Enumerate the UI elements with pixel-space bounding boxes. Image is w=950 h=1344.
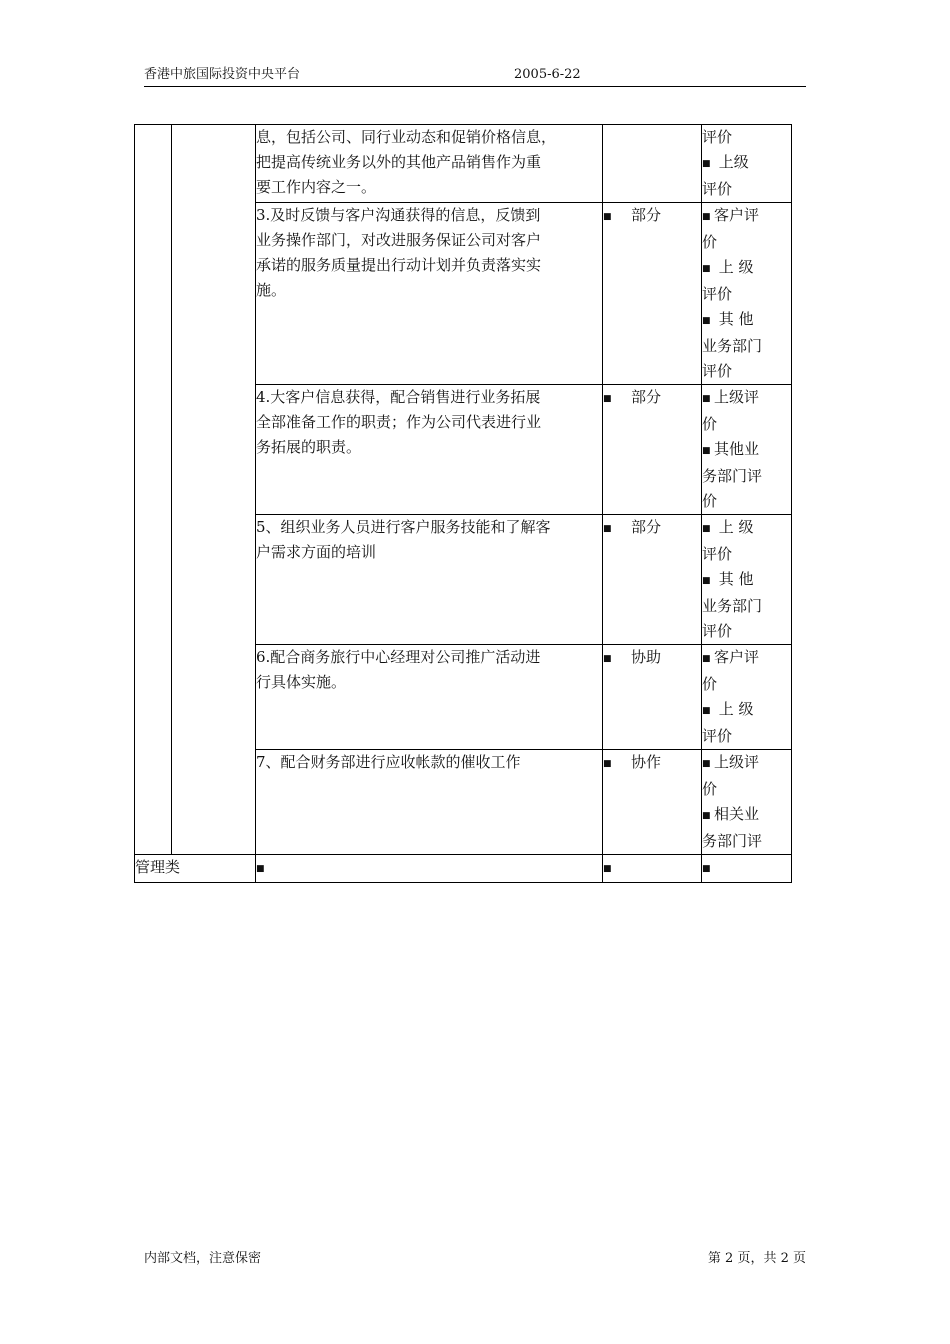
evaluation-line xyxy=(702,125,791,150)
duty-description-cell xyxy=(256,515,603,645)
evaluation-line xyxy=(702,672,791,697)
evaluation-text: 价 xyxy=(702,675,718,693)
duty-line: 施。 xyxy=(256,281,287,299)
bullet-icon: ■ xyxy=(603,212,612,222)
evaluation-line xyxy=(702,829,791,854)
management-desc-cell xyxy=(256,855,603,883)
evaluation-line xyxy=(702,489,791,514)
evaluation-line xyxy=(702,697,791,724)
management-eval-cell xyxy=(702,855,792,883)
evaluation-text: 价 xyxy=(702,233,718,251)
evaluation-cell xyxy=(702,385,792,515)
subcategory-cell xyxy=(172,125,256,855)
duty-line: 7、配合财务部进行应收帐款的催收工作 xyxy=(256,753,521,771)
evaluation-text: 价 xyxy=(702,492,718,510)
evaluation-cell xyxy=(702,203,792,385)
responsibility-cell xyxy=(603,645,702,750)
duty-line: 全部准备工作的职责；作为公司代表进行业 xyxy=(256,413,542,431)
duty-line: 3.及时反馈与客户沟通获得的信息，反馈到 xyxy=(256,206,541,224)
duty-description-cell xyxy=(256,645,603,750)
evaluation-text: 务部门评 xyxy=(702,832,763,850)
duty-line: 6.配合商务旅行中心经理对公司推广活动进 xyxy=(256,648,541,666)
evaluation-line xyxy=(702,385,791,412)
evaluation-text: 评价 xyxy=(702,180,733,198)
duty-line: 行具体实施。 xyxy=(256,673,347,691)
evaluation-text: 务部门评 xyxy=(702,467,763,485)
responsibility-table xyxy=(134,124,792,883)
evaluation-text: 业务部门 xyxy=(702,597,763,615)
evaluation-text: 上 级 xyxy=(714,700,754,718)
footer-page-number: 第 2 页，共 2 页 xyxy=(707,1251,806,1266)
evaluation-line xyxy=(702,203,791,230)
category-cell xyxy=(135,125,172,855)
header-date: 2005-6-22 xyxy=(514,67,581,82)
responsibility-cell xyxy=(603,125,702,203)
bullet-icon: ■ xyxy=(702,811,711,821)
bullet-icon: ■ xyxy=(702,212,711,222)
responsibility-cell xyxy=(603,203,702,385)
evaluation-line xyxy=(702,334,791,359)
evaluation-text: 业务部门 xyxy=(702,337,763,355)
duty-line: 承诺的服务质量提出行动计划并负责落实实 xyxy=(256,256,542,274)
duty-line: 把提高传统业务以外的其他产品销售作为重 xyxy=(256,153,542,171)
evaluation-line xyxy=(702,359,791,384)
bullet-icon: ■ xyxy=(702,316,711,326)
evaluation-line xyxy=(702,412,791,437)
duty-description-cell xyxy=(256,125,603,203)
evaluation-text: 其 他 xyxy=(714,570,754,588)
responsibility-text: 部分 xyxy=(631,388,662,406)
evaluation-line xyxy=(702,464,791,489)
evaluation-text: 上 级 xyxy=(714,258,754,276)
evaluation-text: 上级评 xyxy=(714,753,760,771)
bullet-icon: ■ xyxy=(702,759,711,769)
evaluation-text: 相关业 xyxy=(714,805,760,823)
bullet-icon: ■ xyxy=(702,654,711,664)
evaluation-text: 上级 xyxy=(714,153,749,171)
evaluation-text: 评价 xyxy=(702,362,733,380)
bullet-icon: ■ xyxy=(702,524,711,534)
evaluation-line xyxy=(702,255,791,282)
responsibility-text: 协作 xyxy=(631,753,662,771)
header-org: 香港中旅国际投资中央平台 xyxy=(144,67,301,82)
evaluation-line xyxy=(702,619,791,644)
bullet-icon: ■ xyxy=(702,394,711,404)
evaluation-line xyxy=(702,150,791,177)
evaluation-line xyxy=(702,230,791,255)
responsibility-text: 部分 xyxy=(631,518,662,536)
evaluation-line xyxy=(702,282,791,307)
responsibility-cell xyxy=(603,750,702,855)
evaluation-line xyxy=(702,594,791,619)
evaluation-cell xyxy=(702,515,792,645)
evaluation-line xyxy=(702,542,791,567)
bullet-icon: ■ xyxy=(702,264,711,274)
evaluation-text: 评价 xyxy=(702,285,733,303)
responsibility-text: 部分 xyxy=(631,206,662,224)
evaluation-text: 其他业 xyxy=(714,440,760,458)
duty-description-cell xyxy=(256,750,603,855)
duty-line: 息，包括公司、同行业动态和促销价格信息， xyxy=(256,128,557,146)
evaluation-line xyxy=(702,515,791,542)
evaluation-line xyxy=(702,777,791,802)
evaluation-cell xyxy=(702,125,792,203)
evaluation-text: 客户评 xyxy=(714,648,760,666)
bullet-icon: ■ xyxy=(603,864,612,874)
responsibility-text: 协助 xyxy=(631,648,662,666)
evaluation-line xyxy=(702,724,791,749)
responsibility-cell xyxy=(603,385,702,515)
evaluation-text: 评价 xyxy=(702,727,733,745)
management-category-label: 管理类 xyxy=(135,855,256,883)
bullet-icon: ■ xyxy=(702,864,711,874)
duty-line: 4.大客户信息获得，配合销售进行业务拓展 xyxy=(256,388,541,406)
evaluation-line xyxy=(702,177,791,202)
evaluation-line xyxy=(702,750,791,777)
table-row xyxy=(135,125,792,203)
evaluation-line xyxy=(702,645,791,672)
evaluation-line xyxy=(702,437,791,464)
evaluation-text: 评价 xyxy=(702,622,733,640)
evaluation-text: 评价 xyxy=(702,128,733,146)
table-body xyxy=(135,125,792,883)
bullet-icon: ■ xyxy=(603,654,612,664)
bullet-icon: ■ xyxy=(256,864,265,874)
bullet-icon: ■ xyxy=(702,159,711,169)
evaluation-text: 价 xyxy=(702,415,718,433)
evaluation-line xyxy=(702,802,791,829)
evaluation-text: 客户评 xyxy=(714,206,760,224)
evaluation-line xyxy=(702,307,791,334)
duty-line: 业务操作部门，对改进服务保证公司对客户 xyxy=(256,231,542,249)
evaluation-text: 价 xyxy=(702,780,718,798)
duty-line: 5、组织业务人员进行客户服务技能和了解客 xyxy=(256,518,551,536)
evaluation-text: 其 他 xyxy=(714,310,754,328)
page-header xyxy=(144,66,806,87)
management-role-cell xyxy=(603,855,702,883)
bullet-icon: ■ xyxy=(603,759,612,769)
bullet-icon: ■ xyxy=(603,524,612,534)
bullet-icon: ■ xyxy=(702,576,711,586)
footer-confidential: 内部文档，注意保密 xyxy=(144,1251,262,1266)
table-row-management xyxy=(135,855,792,883)
duty-line: 户需求方面的培训 xyxy=(256,543,377,561)
duty-line: 务拓展的职责。 xyxy=(256,438,362,456)
bullet-icon: ■ xyxy=(702,706,711,716)
bullet-icon: ■ xyxy=(603,394,612,404)
evaluation-text: 评价 xyxy=(702,545,733,563)
evaluation-cell xyxy=(702,645,792,750)
evaluation-cell xyxy=(702,750,792,855)
evaluation-line xyxy=(702,567,791,594)
duty-description-cell xyxy=(256,385,603,515)
responsibility-cell xyxy=(603,515,702,645)
duty-line: 要工作内容之一。 xyxy=(256,178,377,196)
bullet-icon: ■ xyxy=(702,446,711,456)
evaluation-text: 上级评 xyxy=(714,388,760,406)
evaluation-text: 上 级 xyxy=(714,518,754,536)
duty-description-cell xyxy=(256,203,603,385)
